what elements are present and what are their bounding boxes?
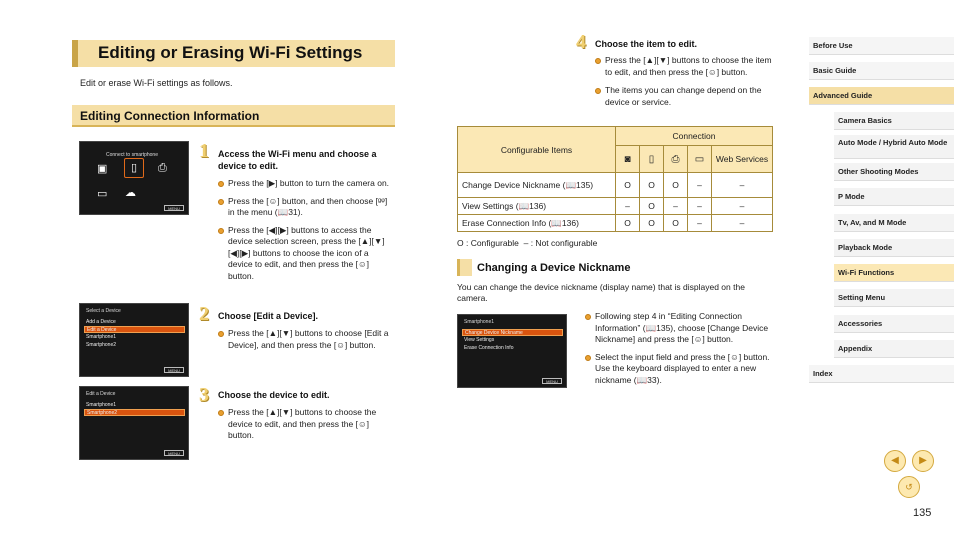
prev-page-button[interactable]: ◀ xyxy=(884,450,906,472)
table-legend: O : Configurable – : Not configurable xyxy=(457,238,598,248)
screen-title: Smartphone1 xyxy=(464,319,495,325)
step-4-title: Choose the item to edit. xyxy=(595,39,698,49)
nickname-bullet: Following step 4 in “Editing Connection Information” (📖135), choose [Change Device Nickname] and press the [☺] button. xyxy=(585,311,770,346)
return-icon[interactable]: ↺ xyxy=(898,476,920,498)
sidebar-item-camera-basics[interactable]: Camera Basics xyxy=(834,112,954,130)
cloud-icon: ☁ xyxy=(125,187,136,199)
table-cell: O xyxy=(664,215,688,232)
monitor-icon: ▭ xyxy=(97,188,108,200)
step-2-title: Choose [Edit a Device]. xyxy=(218,311,319,321)
step-2-bullet: Press the [▲][▼] buttons to choose [Edit a Device], and then press the [☺] button. xyxy=(218,328,393,351)
sidebar-item-appendix[interactable]: Appendix xyxy=(834,340,954,358)
sidebar-item-basic-guide[interactable]: Basic Guide xyxy=(809,62,954,80)
sidebar-item-playback[interactable]: Playback Mode xyxy=(834,239,954,257)
step-3-title: Choose the device to edit. xyxy=(218,390,330,400)
camera-icon: ▣ xyxy=(97,163,108,175)
table-cell: – xyxy=(712,173,773,198)
table-cell: – xyxy=(712,198,773,215)
table-cell: O xyxy=(616,173,640,198)
table-cell-label: Erase Connection Info (📖136) xyxy=(458,215,616,232)
section-heading-editing: Editing Connection Information xyxy=(72,105,395,127)
screen-item-selected: Change Device Nickname xyxy=(462,329,563,336)
table-row xyxy=(458,215,773,232)
printer-icon: ⎙ xyxy=(664,146,688,173)
sidebar-item-wifi[interactable]: Wi-Fi Functions xyxy=(834,264,954,282)
step-number-1: 1 xyxy=(199,140,209,162)
table-cell: – xyxy=(688,215,712,232)
next-page-button[interactable]: ▶ xyxy=(912,450,934,472)
table-cell: O xyxy=(664,173,688,198)
menu-badge: MENU xyxy=(542,378,562,384)
step-3-bullet: Press the [▲][▼] buttons to choose the device to edit, and then press the [☺] button. xyxy=(218,407,393,442)
table-cell: O xyxy=(640,198,664,215)
table-cell: – xyxy=(712,215,773,232)
page-number: 135 xyxy=(913,507,932,519)
screen-item: Smartphone2 xyxy=(86,342,117,348)
screen-item-selected: Smartphone2 xyxy=(84,409,185,416)
screen-item-selected: Edit a Device xyxy=(84,326,185,333)
sidebar-item-setting-menu[interactable]: Setting Menu xyxy=(834,289,954,307)
table-header-items: Configurable Items xyxy=(458,127,616,173)
camera-screen-smartphone1 xyxy=(457,314,567,388)
printer-icon: ⎙ xyxy=(158,162,167,174)
step-number-4: 4 xyxy=(576,31,586,53)
screen-title: Select a Device xyxy=(86,308,121,314)
camera-screen-select-device xyxy=(79,303,189,377)
nickname-bullet: Select the input field and press the [☺] button. Use the keyboard displayed to enter a new nickname (📖33). xyxy=(585,352,770,387)
camera-screen-edit-device xyxy=(79,386,189,460)
sidebar-item-tv-av-m[interactable]: Tv, Av, and M Mode xyxy=(834,214,954,232)
step-4-bullet: Press the [▲][▼] buttons to choose the item to edit, and then press the [☺] button. xyxy=(595,55,775,78)
intro-text: Edit or erase Wi-Fi settings as follows. xyxy=(80,78,233,88)
table-cell: – xyxy=(688,173,712,198)
screen-item: Add a Device xyxy=(86,319,116,325)
screen-item: Erase Connection Info xyxy=(464,345,514,351)
table-header-web: Web Services xyxy=(712,146,773,173)
table-cell: – xyxy=(664,198,688,215)
step-number-2: 2 xyxy=(199,303,209,325)
sidebar-item-other-shooting[interactable]: Other Shooting Modes xyxy=(834,163,954,181)
step-4-bullet: The items you can change depend on the device or service. xyxy=(595,85,775,108)
screen-title: Connect to smartphone xyxy=(106,152,158,158)
menu-badge: MENU xyxy=(164,205,184,211)
section-heading-nickname: Changing a Device Nickname xyxy=(477,262,631,274)
screen-title: Edit a Device xyxy=(86,391,116,397)
step-number-3: 3 xyxy=(199,384,209,406)
table-cell: – xyxy=(688,198,712,215)
screen-item: Smartphone1 xyxy=(86,334,117,340)
menu-badge: MENU xyxy=(164,367,184,373)
sidebar-item-auto-mode[interactable]: Auto Mode / Hybrid Auto Mode xyxy=(834,135,954,159)
table-cell: O xyxy=(640,173,664,198)
table-row xyxy=(458,173,773,198)
sidebar-item-before-use[interactable]: Before Use xyxy=(809,37,954,55)
table-cell: O xyxy=(640,215,664,232)
camera-screen-connect xyxy=(79,141,189,215)
section-marker xyxy=(457,259,472,276)
sidebar-item-index[interactable]: Index xyxy=(809,365,954,383)
step-1-bullet: Press the [▶] button to turn the camera on. xyxy=(218,178,393,190)
configurable-items-table xyxy=(457,126,773,232)
sidebar-item-p-mode[interactable]: P Mode xyxy=(834,188,954,206)
camera-icon: ◙ xyxy=(616,146,640,173)
section-nickname-text: You can change the device nickname (display name) that is displayed on the camera. xyxy=(457,282,745,303)
sidebar-item-advanced-guide[interactable]: Advanced Guide xyxy=(809,87,954,105)
smartphone-icon: ▯ xyxy=(124,158,144,178)
table-cell-label: Change Device Nickname (📖135) xyxy=(458,173,616,198)
page-title: Editing or Erasing Wi-Fi Settings xyxy=(72,40,395,67)
monitor-icon: ▭ xyxy=(688,146,712,173)
step-1-bullet: Press the [◀][▶] buttons to access the device selection screen, press the [▲][▼][◀][▶] buttons to choose the icon of a device to edit, and then press the [☺] button. xyxy=(218,225,393,283)
menu-badge: MENU xyxy=(164,450,184,456)
step-1-title: Access the Wi-Fi menu and choose a device to edit. xyxy=(218,149,377,171)
table-cell-label: View Settings (📖136) xyxy=(458,198,616,215)
sidebar-item-accessories[interactable]: Accessories xyxy=(834,315,954,333)
step-1-bullet: Press the [☺] button, and then choose [ᵍᵠ] in the menu (📖31). xyxy=(218,196,393,219)
screen-item: Smartphone1 xyxy=(86,402,117,408)
screen-item: View Settings xyxy=(464,337,495,343)
table-row xyxy=(458,198,773,215)
table-cell: O xyxy=(616,215,640,232)
table-cell: – xyxy=(616,198,640,215)
smartphone-icon: ▯ xyxy=(640,146,664,173)
table-header-connection: Connection xyxy=(616,127,773,146)
